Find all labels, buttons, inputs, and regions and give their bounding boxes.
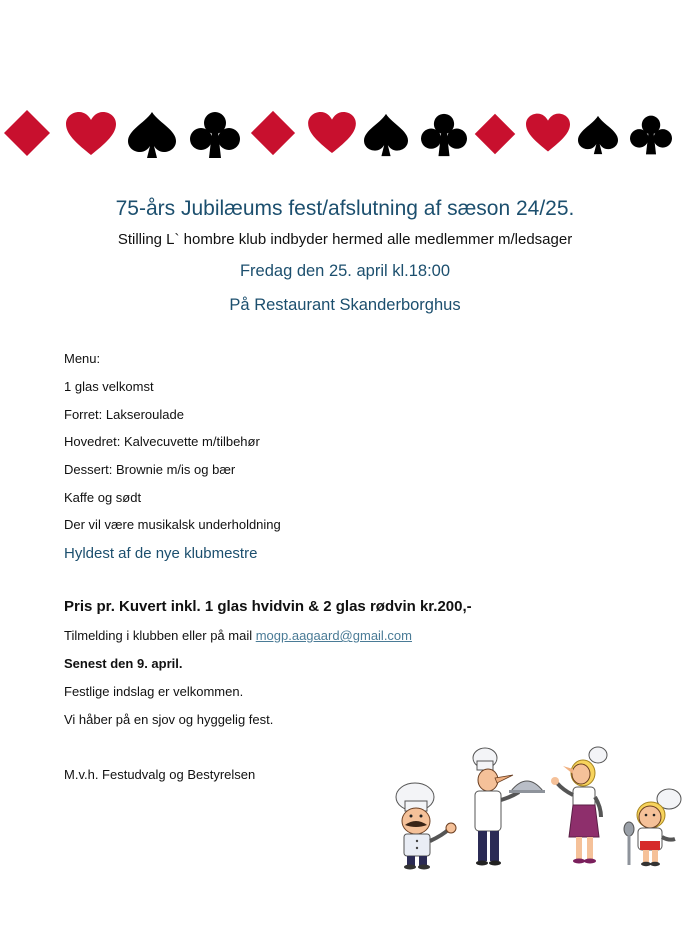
price-text: Pris pr. Kuvert inkl. 1 glas hvidvin & 2 glas rødvin kr.200,- [64, 598, 472, 615]
closing-text: Vi håber på en sjov og hyggelig fest. [64, 712, 274, 727]
menu-item: Dessert: Brownie m/is og bær [64, 462, 236, 477]
chef-girl-icon [624, 789, 681, 866]
email-link[interactable]: mogp.aagaard@gmail.com [255, 628, 412, 643]
menu-item: Kaffe og sødt [64, 490, 142, 505]
signoff-text: M.v.h. Festudvalg og Bestyrelsen [64, 767, 256, 782]
menu-item: 1 glas velkomst [64, 379, 154, 394]
card-suit-banner [0, 108, 690, 168]
chef-cloche-icon [473, 748, 545, 866]
event-date: Fredag den 25. april kl.18:00 [239, 262, 451, 280]
heart-icon [66, 112, 116, 156]
menu-item: Forret: Lakseroulade [64, 407, 184, 422]
club-icon [190, 112, 240, 158]
diamond-icon [473, 111, 517, 157]
diamond-icon [2, 108, 52, 158]
signup-line [64, 628, 412, 643]
tribute-text: Hyldest af de nye klubmestre [64, 545, 258, 562]
heart-icon [308, 112, 356, 154]
diamond-icon [249, 108, 297, 158]
deadline-text: Senest den 9. april. [64, 656, 183, 671]
spade-icon [578, 114, 618, 156]
menu-item: Hovedret: Kalvecuvette m/tilbehør [64, 434, 260, 449]
chef-woman-icon [551, 747, 607, 864]
page-title: 75-års Jubilæums fest/afslutning af sæson 24/25. [115, 197, 575, 220]
menu-item: Der vil være musikalsk underholdning [64, 517, 281, 532]
menu-heading: Menu: [64, 351, 101, 366]
chefs-illustration [393, 745, 688, 870]
club-icon [630, 114, 672, 156]
invitation-text: Stilling L` hombre klub indbyder hermed alle medlemmer m/ledsager [117, 231, 573, 248]
event-venue: På Restaurant Skanderborghus [229, 296, 461, 314]
club-icon [421, 113, 467, 157]
spade-icon [364, 113, 408, 157]
heart-icon [526, 113, 570, 153]
signup-text: Tilmelding i klubben eller på mail [64, 628, 256, 643]
spade-icon [128, 112, 176, 158]
chef-mustache-icon [396, 783, 456, 870]
entertainment-text: Festlige indslag er velkommen. [64, 684, 244, 699]
